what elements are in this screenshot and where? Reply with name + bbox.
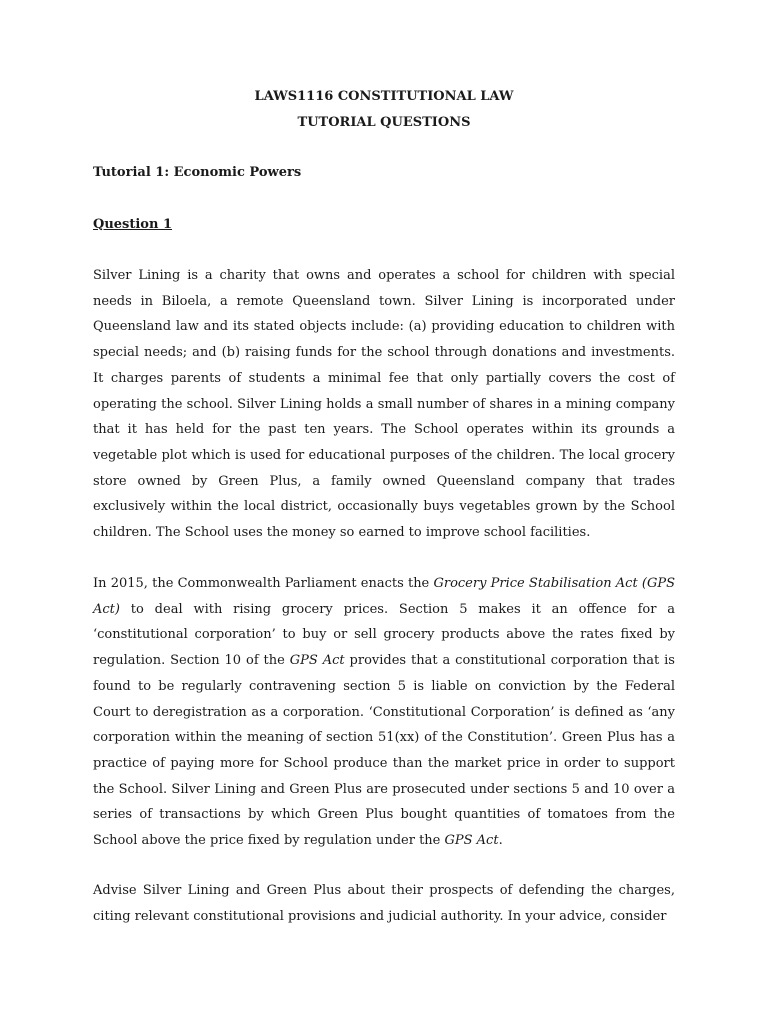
tutorial-title: Tutorial 1: Economic Powers [93,165,302,180]
course-heading: LAWS1116 CONSTITUTIONAL LAW [254,89,514,104]
paragraph-legislation [93,571,675,854]
act-full-name: Grocery Price Stabilisation Act (GPS Act) [93,576,675,617]
paragraph-facts: Silver Lining is a charity that owns and operates a school for children with special needs in Biloela, a remote Queensland town. Silver Lining is incorporated under Queensland law and its stated objects include: (a) providing education to children with special needs; and (b) raising funds for the school through donations and investments. It charges parents of students a minimal fee that only partially covers the cost of operating the school. Silver Lining holds a small number of shares in a mining company that it has held for the past ten years. The School operates within its grounds a vegetable plot which is used for educational purposes of the children. The local grocery store owned by Green Plus, a family owned Queensland company that trades exclusively within the local district, occasionally buys vegetables grown by the School children. The School uses the money so earned to improve school facilities. [93,268,675,541]
act-short-name: GPS Act [444,833,499,849]
paragraph-legislation-text-1: In 2015, the Commonwealth Parliament enacts the [93,576,434,591]
question-title: Question 1 [93,217,173,232]
paragraph-legislation-text-2: to deal with rising grocery prices. Section 5 makes it an offence for a ‘constitutional corporation’ to buy or sell grocery products above the rates fixed by regulation. Section 10 of the [93,601,675,669]
paragraph-legislation-text-3: provides that a constitutional corporation that is found to be regularly contravening section 5 is liable on conviction by the Federal Court to deregistration as a corporation. ‘Constitutional Corporation’ is defined as ‘any corporation within the meaning of section 51(xx) of the Constitution’. Green Plus has a practice of paying more for School produce than the market price in order to support the School. Silver Lining and Green Plus are prosecuted under sections 5 and 10 over a series of transactions by which Green Plus bought quantities of tomatoes from the School above the price fixed by regulation under the [93,653,675,849]
act-short-name: GPS Act [289,653,345,669]
paragraph-legislation-text-4: . [498,833,503,849]
paragraph-advice: Advise Silver Lining and Green Plus about their prospects of defending the charges, citing relevant constitutional provisions and judicial authority. In your advice, consider [93,883,675,924]
tutorial-questions-heading: TUTORIAL QUESTIONS [297,115,471,130]
